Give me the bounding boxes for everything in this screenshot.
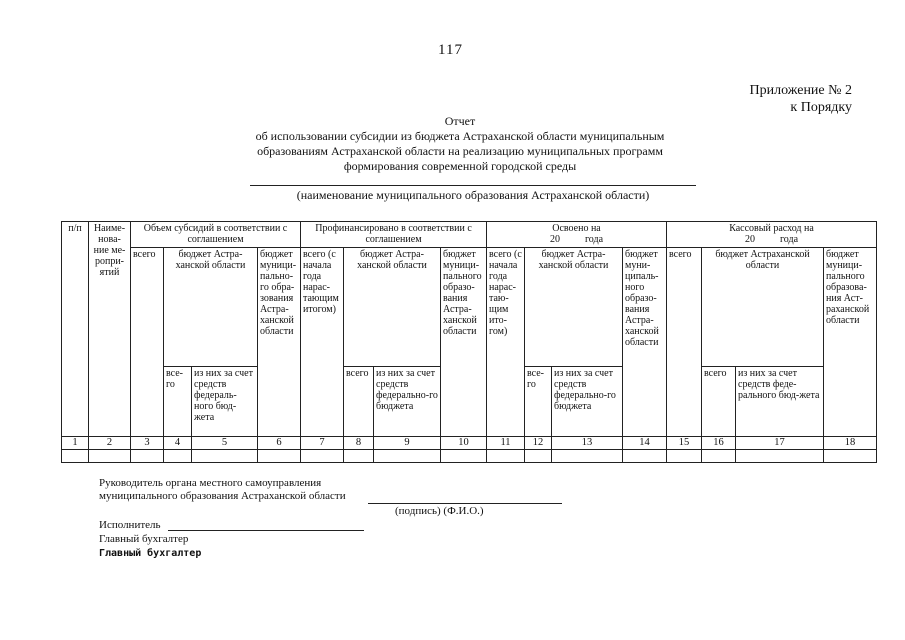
head-signature-caption: (подпись) (Ф.И.О.): [395, 505, 484, 517]
appendix-line-1: Приложение № 2: [749, 83, 852, 98]
g4-regional-total: всего: [702, 367, 736, 437]
col-number: 12: [525, 437, 552, 450]
header-row-sub: [62, 248, 877, 367]
header-group-subsidy: Объем субсидий в соответствии с соглашением: [131, 222, 301, 248]
empty-cell: [62, 450, 89, 463]
col-number: 11: [487, 437, 525, 450]
col-number: 15: [667, 437, 702, 450]
head-signature-line: [368, 503, 562, 504]
g2-regional: бюджет Астра-ханской области: [344, 248, 441, 367]
col-number: 1: [62, 437, 89, 450]
col-number: 13: [552, 437, 623, 450]
column-numbers-row: [62, 437, 877, 450]
header-name: Наиме-нова-ние ме-ропри-ятий: [89, 222, 131, 437]
empty-cell: [131, 450, 164, 463]
g4-total: всего: [667, 248, 702, 437]
empty-cell: [702, 450, 736, 463]
g1-regional-federal: из них за счет средств федераль-ного бюд-жета: [192, 367, 258, 437]
empty-cell: [487, 450, 525, 463]
g2-total: всего (с начала года нарас-тающим итогом): [301, 248, 344, 437]
col-number: 6: [258, 437, 301, 450]
empty-data-row: [62, 450, 877, 463]
head-line-2: муниципального образования Астраханской области: [99, 490, 346, 502]
col-number: 10: [441, 437, 487, 450]
g1-regional: бюджет Астра-ханской области: [164, 248, 258, 367]
empty-cell: [164, 450, 192, 463]
g4-municipal: бюджет муници-пального образова-ния Аст-раханской области: [824, 248, 877, 437]
report-table: [61, 221, 877, 463]
col-number: 9: [374, 437, 441, 450]
empty-cell: [667, 450, 702, 463]
g3-municipal: бюджет муни-ципаль-ного образо-вания Астра-ханской области: [623, 248, 667, 437]
head-line-1: Руководитель органа местного самоуправления: [99, 477, 322, 489]
col-number: 18: [824, 437, 877, 450]
header-row-groups: [62, 222, 877, 248]
g3-regional-total: все-го: [525, 367, 552, 437]
g2-municipal: бюджет муници-пального образо-вания Астра-ханской области: [441, 248, 487, 437]
title-heading: Отчет: [444, 114, 476, 128]
g3-regional: бюджет Астра-ханской области: [525, 248, 623, 367]
empty-cell: [301, 450, 344, 463]
empty-cell: [824, 450, 877, 463]
title-line-3: формирования современной городской среды: [343, 159, 577, 173]
g2-regional-total: всего: [344, 367, 374, 437]
executor-label: Исполнитель: [99, 519, 161, 531]
col-number: 8: [344, 437, 374, 450]
col-number: 4: [164, 437, 192, 450]
municipality-name-line: [250, 185, 696, 186]
col-number: 5: [192, 437, 258, 450]
mastered-label: Освоено на: [552, 223, 601, 234]
col-number: 17: [736, 437, 824, 450]
col-number: 7: [301, 437, 344, 450]
g3-regional-federal: из них за счет средств федерально-го бюджета: [552, 367, 623, 437]
cash-year: 20 года: [744, 234, 799, 245]
g1-regional-total: все-го: [164, 367, 192, 437]
executor-signature-line: [168, 530, 364, 531]
g4-regional-federal: из них за счет средств феде-рального бюд-жета: [736, 367, 824, 437]
col-number: 2: [89, 437, 131, 450]
empty-cell: [192, 450, 258, 463]
chief-accountant-label: Главный бухгалтер: [99, 533, 189, 545]
report-title: [150, 114, 770, 174]
empty-cell: [623, 450, 667, 463]
col-number: 3: [131, 437, 164, 450]
empty-cell: [344, 450, 374, 463]
empty-cell: [89, 450, 131, 463]
cash-label: Кассовый расход на: [729, 223, 814, 234]
page-number: 117: [438, 42, 463, 58]
title-line-1: об использовании субсидии из бюджета Астраханской области муниципальным: [255, 129, 665, 143]
empty-cell: [736, 450, 824, 463]
header-group-cash: [667, 222, 877, 248]
g2-regional-federal: из них за счет средств федерально-го бюджета: [374, 367, 441, 437]
header-group-mastered: [487, 222, 667, 248]
col-number: 14: [623, 437, 667, 450]
g4-regional: бюджет Астраханской области: [702, 248, 824, 367]
header-group-financed: Профинансировано в соответствии с соглашением: [301, 222, 487, 248]
empty-cell: [258, 450, 301, 463]
title-line-2: образованиям Астраханской области на реализацию муниципальных программ: [257, 144, 663, 158]
mastered-year: 20 года: [549, 234, 604, 245]
g1-municipal: бюджет муници-пально-го обра-зования Астра-ханской области: [258, 248, 301, 437]
chief-accountant-typed: Главный бухгалтер: [99, 548, 202, 559]
g3-total: всего (с начала года нарас-таю-щим ито-гом): [487, 248, 525, 437]
empty-cell: [552, 450, 623, 463]
empty-cell: [374, 450, 441, 463]
g1-total: всего: [131, 248, 164, 437]
appendix-line-2: к Порядку: [790, 100, 852, 115]
empty-cell: [525, 450, 552, 463]
municipality-name-caption: (наименование муниципального образования Астраханской области): [296, 188, 650, 202]
header-pp: п/п: [62, 222, 89, 437]
empty-cell: [441, 450, 487, 463]
col-number: 16: [702, 437, 736, 450]
